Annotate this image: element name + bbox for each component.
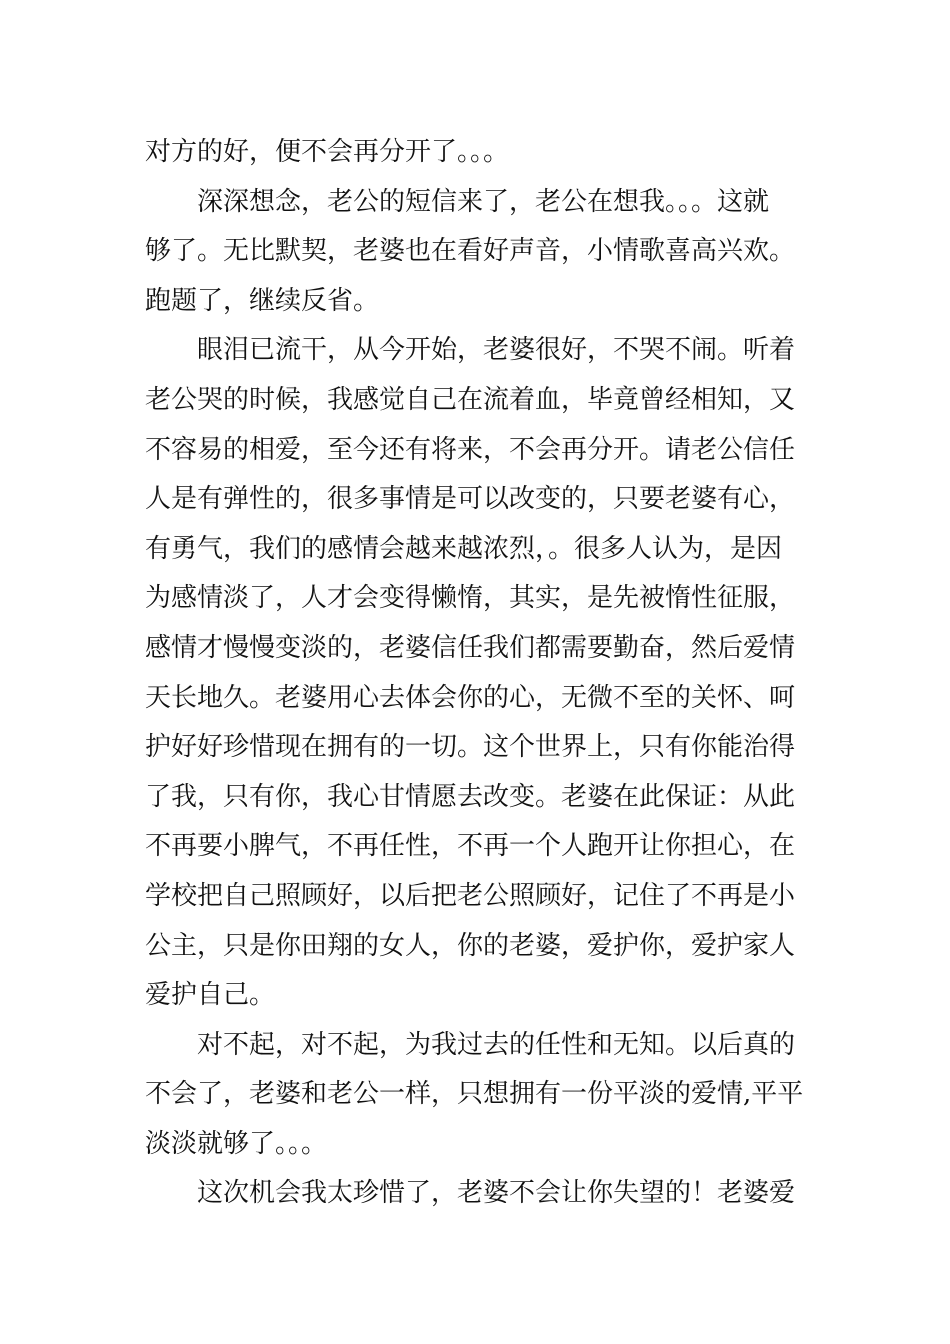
text-line: 有勇气，我们的感情会越来越浓烈，。很多人认为，是因 xyxy=(145,533,783,564)
text-line: 跑题了，继续反省。 xyxy=(145,285,380,316)
text-line: 不会了，老婆和老公一样，只想拥有一份平淡的爱情,平平 xyxy=(145,1079,804,1110)
text-line: 人是有弹性的，很多事情是可以改变的，只要老婆有心， xyxy=(145,484,796,515)
text-line: 淡淡就够了。。。 xyxy=(145,1128,328,1159)
text-line: 学校把自己照顾好，以后把老公照顾好，记住了不再是小 xyxy=(145,880,796,911)
text-line: 为感情淡了，人才会变得懒惰，其实，是先被惰性征服， xyxy=(145,583,796,614)
text-line: 护好好珍惜现在拥有的一切。这个世界上，只有你能治得 xyxy=(145,732,796,763)
text-line: 天长地久。老婆用心去体会你的心，无微不至的关怀、呵 xyxy=(145,682,796,713)
text-line: 感情才慢慢变淡的，老婆信任我们都需要勤奋，然后爱情 xyxy=(145,632,796,663)
text-line: 了我，只有你，我心甘情愿去改变。老婆在此保证：从此 xyxy=(145,781,796,812)
text-line: 够了。无比默契，老婆也在看好声音，小情歌喜高兴欢。 xyxy=(145,236,796,267)
text-line: 眼泪已流干，从今开始，老婆很好，不哭不闹。听着 xyxy=(197,335,796,366)
text-line: 这次机会我太珍惜了，老婆不会让你失望的！老婆爱 xyxy=(197,1178,796,1209)
text-line: 不再要小脾气，不再任性，不再一个人跑开让你担心，在 xyxy=(145,831,796,862)
text-line: 对方的好，便不会再分开了。。。 xyxy=(145,137,510,167)
text-line: 不容易的相爱，至今还有将来，不会再分开。请老公信任 xyxy=(145,434,796,465)
body-text xyxy=(145,128,815,1219)
text-line: 公主，只是你田翔的女人，你的老婆，爱护你，爱护家人 xyxy=(145,930,796,961)
text-line: 爱护自己。 xyxy=(145,980,276,1011)
text-line: 老公哭的时候，我感觉自己在流着血，毕竟曾经相知，又 xyxy=(145,384,796,415)
text-line: 对不起，对不起，为我过去的任性和无知。以后真的 xyxy=(197,1029,796,1060)
text-line: 深深想念，老公的短信来了，老公在想我。。。这就 xyxy=(197,186,770,217)
